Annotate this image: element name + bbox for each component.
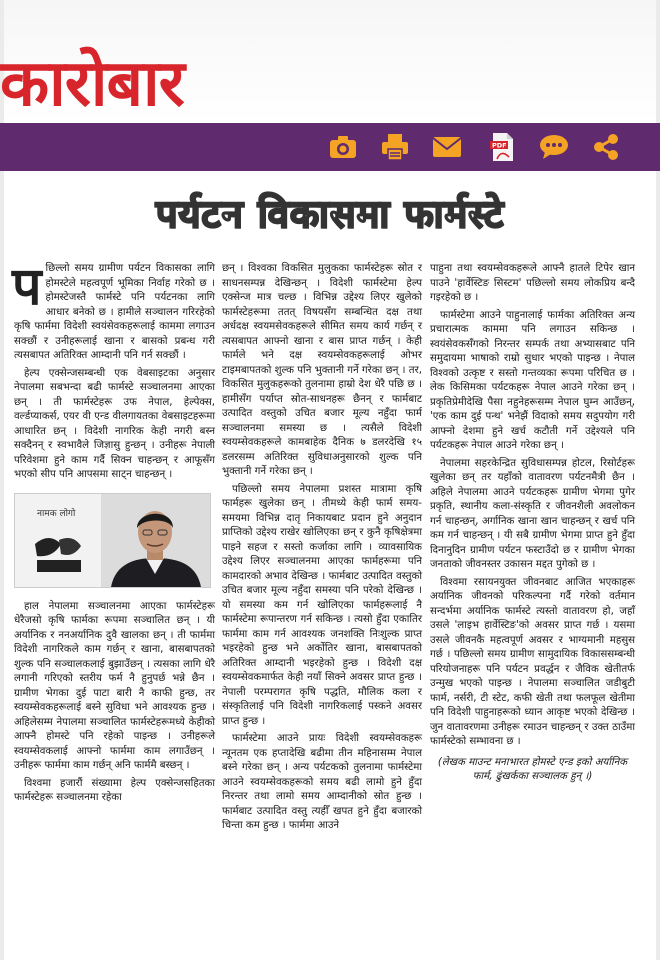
share-toolbar: [0, 123, 660, 171]
farm-logo-image: [15, 494, 101, 587]
svg-text:PDF: PDF: [492, 141, 507, 150]
email-icon[interactable]: [431, 131, 463, 163]
author-caption: (लेखक माउन्ट मनाभारत होमस्टे एन्ड इको अर्यानिक फार्म, ढुंखर्कका सञ्चालक हुन् ।): [437, 756, 628, 782]
share-icon[interactable]: [590, 131, 622, 163]
comment-icon[interactable]: [538, 131, 570, 163]
article-paragraph: फार्मस्टेमा आउने प्रायः विदेशी स्वयम्सेवकहरू न्यूनतम एक हप्तादेखि बढीमा तीन महिनासम्म नेपाल बस्ने गरेका छन् । अन्य पर्यटकको तुलनामा फार्मस्टेमा आउने स्वयम्सेवकहरूको समय बढी लामो हुने हुँदा निरन्तर तथा लामो समय आम्दानीको स्रोत हुन्छ । फार्मबाट उत्पादित वस्तु त्यहीँ खपत हुने हुँदा बजारको चिन्ता कम हुन्छ । फार्ममा आउने: [222, 733, 422, 831]
article-paragraph: विश्वमा हजारौं संख्यामा हेल्प एक्सेन्जसहितका फार्मस्टेहरू सञ्चालनमा रहेका: [14, 777, 215, 803]
article-headline: पर्यटन विकासमा फार्मस्टे: [155, 192, 505, 236]
pdf-icon[interactable]: [487, 131, 519, 163]
article-paragraph: हाल नेपालमा सञ्चालनमा आएका फार्मस्टेहरू धेरैजसो कृषि फार्मका रूपमा सञ्चालित छन् । यी अर्यानिक र ननअर्यानिक दुवै खालका छन् । ती फार्ममा विदेशी नागरिकले काम गर्छन् र खाना, बासबापतको शुल्क पनि सञ्चालकलाई बुझाउँछन् । त्यसका लागि धेरै लगानी गरिएको स्तरीय फर्म नै हुनुपर्छ भन्ने छैन । ग्रामीण भेगका दुई पाटा बारी नै काफी हुन्छ, तर स्वयम्सेवकहरूलाई बस्ने सुविधा भने आवश्यक हुन्छ । अहिलेसम्म नेपालमा सञ्चालित फार्मस्टेहरूमध्ये केहीको आफ्नै होमस्टे पनि रहेको पाइन्छ । उनीहरूले स्वयम्सेवकलाई आफ्नो फार्ममा काम लगाउँछन् । उनीहरू फार्ममा काम गर्छन् अनि फार्ममै बस्छन् ।: [14, 600, 215, 771]
article-column-2: [222, 262, 422, 837]
article-column-3: [430, 262, 635, 788]
article-paragraph: छन् । विश्वका विकसित मुलुकका फार्मस्टेहरू स्रोत र साधनसम्पन्न देखिन्छन् । विदेशी फार्मस्टेमा हेल्प एक्सेन्ज मात्र चल्छ । विभिन्न उद्देश्य लिएर खुलेको फार्मस्टेहरूमा ततत् विषयसँग सम्बन्धित दक्ष तथा अर्धदक्ष स्वयमसेवकहरूले सीमित समय कार्य गर्छन् र त्यसबापत आफ्नो खाना र बास प्राप्त गर्छन् । केही फार्मले भने दक्ष स्वयम्सेवकहरूलाई ओभर टाइमबापतको शुल्क पनि भुक्तानी गर्ने गरेका छन् । तर, विकसित मुलुकहरूको तुलनामा हाम्रो देश धेरै पछि छ । हामीसँग पर्याप्त स्रोत-साधनहरू छैनन् र फार्मबाट उत्पादित वस्तुको उचित बजार मूल्य नहुँदा फार्म सञ्चालनमा समस्या छ । त्यसैले विदेशी स्वयम्सेवकहरूले कामबाहेक दैनिक ७ डलरदेखि १५ डलरसम्म अतिरिक्त सुविधाअनुसारको शुल्क पनि भुक्तानी गर्ने गरेका छन् ।: [222, 263, 422, 477]
masthead-title: कारोबार: [0, 47, 184, 121]
article-paragraph: पछिल्लो समय नेपालमा प्रशस्त मात्रामा कृषि फार्महरू खुलेका छन् । तीमध्ये केही फार्म समय-समयमा विभिन्न दातृ निकायबाट प्रदान हुने अनुदान प्राप्तिको उद्देश्य राखेर खोलिएका छन् र कुनै कृषिक्षेत्रमा पाइने सहज र सस्तो कर्जाका लागि । व्यावसायिक उद्देश्य लिएर सञ्चालनमा आएका फार्महरूमा पनि कामदारको अभाव देखिन्छ । फार्मबाट उत्पादित वस्तुको उचित बजार मूल्य नहुँदा समस्या पनि परेको देखिन्छ । यो समस्या कम गर्न खोलिएका फार्महरूलाई नै फार्मस्टेमा रूपान्तरण गर्न सकिन्छ । त्यसो हुँदा एकातिर फार्ममा काम गर्न आवश्यक जनशक्ति निःशुल्क प्राप्त भइरहेको हुन्छ भने अर्कोतिर खाना, बासबापतको अतिरिक्त आम्दानी भइरहेको हुन्छ । विदेशी दक्ष स्वयम्सेवकमार्फत केही नयाँ सिक्ने अवसर प्राप्त हुन्छ । नेपाली परम्परागत कृषि पद्धति, मौलिक कला र संस्कृतिलाई पनि विदेशी नागरिकलाई पस्कने अवसर प्राप्त हुन्छ ।: [222, 483, 422, 727]
article-column-1: [12, 257, 215, 809]
print-icon[interactable]: [379, 131, 411, 163]
article-paragraph: नेपालमा सहरकेन्द्रित सुविधासम्पन्न होटल, रिसोर्टहरू खुलेका छन् तर यहाँको वातावरण पर्यटनमैत्री छैन । अहिले नेपालमा आउने पर्यटकहरू ग्रामीण भेगमा पुगेर प्रकृति, स्थानीय कला-संस्कृति र जीवनशैली अवलोकन गर्न चाहन्छन्, अर्गानिक खाना खान चाहन्छन् र खर्च पनि कम गर्न चाहन्छन् । यी सबै ग्रामीण भेगमा प्राप्त हुने हुँदा दिनानुदिन ग्रामीण पर्यटन फस्टाउँदो छ र ग्रामीण भेगका जनताको जीवनस्तर उकासन मद्दत पुगेको छ ।: [430, 457, 635, 570]
article-paragraph: हेल्प एक्सेन्जसम्बन्धी एक वेबसाइटका अनुसार नेपालमा सबभन्दा बढी फार्मस्टे सञ्चालनमा आएका छन् । ती फार्मस्टेहरू उफ नेपाल, हेल्पेक्स, वर्ल्डप्याकर्स, एयर वी एन्ड वीलगायतका वेबसाइटहरूमा आधारित छन् । विदेशी नागरिक केही नगरी बस्न सक्दैनन् र स्वभावैले जिज्ञासु हुन्छन् । उनीहरू नेपाली परिवेशमा हुने काम गर्दै सिक्न चाहन्छन् र आफूसँग भएको सीप पनि आपसमा साट्न चाहन्छन् ।: [14, 367, 215, 480]
article-paragraph: पछिल्लो समय ग्रामीण पर्यटन विकासका लागि होमस्टेले महत्वपूर्ण भूमिका निर्वाह गरेको छ । होमस्टेजस्तै फार्मस्टे पनि पर्यटनका लागि आधार बनेको छ । हामीले सञ्चालन गरिरहेको कृषि फार्ममा विदेशी स्वयंसेवकहरूलाई काममा लगाउन सक्छौं र उनीहरूलाई खाना र बासको प्रबन्ध गरी त्यसबापत अतिरिक्त आम्दानी पनि गर्न सक्छौं ।: [12, 257, 215, 361]
author-photo: [14, 493, 211, 588]
article-paragraph: पाहुना तथा स्वयम्सेवकहरूले आफ्नै हातले टिपेर खान पाउने 'हार्वेस्टिङ सिस्टम' पछिल्लो समय लोकप्रिय बन्दै गइरहेको छ ।: [430, 263, 635, 303]
article-paragraph: विश्वमा रसायनयुक्त जीवनबाट आजित भएकाहरू अर्यानिक जीवनको परिकल्पना गर्दै गरेको वर्तमान सन्दर्भमा अर्यानिक फार्मस्टे त्यस्तो वातावरण हो, जहाँ उसले 'लाइभ हार्वेस्टिङ'को अवसर प्राप्त गर्छ । यसमा उसले जीवनकै महत्वपूर्ण अवसर र भाग्यमानी महसुस गर्छ । पछिल्लो समय ग्रामीण सामुदायिक विकाससम्बन्धी परियोजनाहरू पनि पर्यटन प्रवर्द्धन र जैविक खेतीतर्फ उन्मुख भएको पाइन्छ । नेपालमा सञ्चालित जडीबुटी फार्म, नर्सरी, टी स्टेट, कफी खेती तथा फलफूल खेतीमा पनि विदेशी पाहुनाहरूको ध्यान आकृष्ट भएको देखिन्छ । जुन वातावरणमा उनीहरू रमाउन चाहन्छन् र उक्त ठाउँमा फार्मस्टेको सम्भावना छ ।: [430, 576, 635, 747]
article-paragraph: फार्मस्टेमा आउने पाहुनालाई फार्मका अतिरिक्त अन्य प्रचारात्मक काममा पनि लगाउन सकिन्छ । स्वयंसेवकसँगको निरन्तर सम्पर्क तथा अभ्यासबाट पनि समुदायमा भाषाको राम्रो सुधार भएको पाइन्छ । नेपाल विश्वको उत्कृष्ट र सस्तो गन्तव्यका रूपमा परिचित छ । लेक किसिमका पर्यटकहरू नेपाल आउने गरेका छन् । प्रकृतिप्रेमीदेखि पैसा नहुनेहरूसम्म नेपाल घुम्न आउँछन्, 'एक काम दुई पन्थ' भनेझैं विदाको समय सदुपयोग गरी आफ्नो देशमा हुने खर्च कटौती गर्ने उद्देश्यले पनि पर्यटकहरू नेपाल आउने गरेका छन् ।: [430, 309, 635, 451]
svg-text:नामक लोगो: नामक लोगो: [37, 508, 76, 519]
author-portrait: [101, 494, 210, 587]
drop-cap: प: [12, 257, 42, 317]
camera-icon[interactable]: [327, 131, 359, 163]
